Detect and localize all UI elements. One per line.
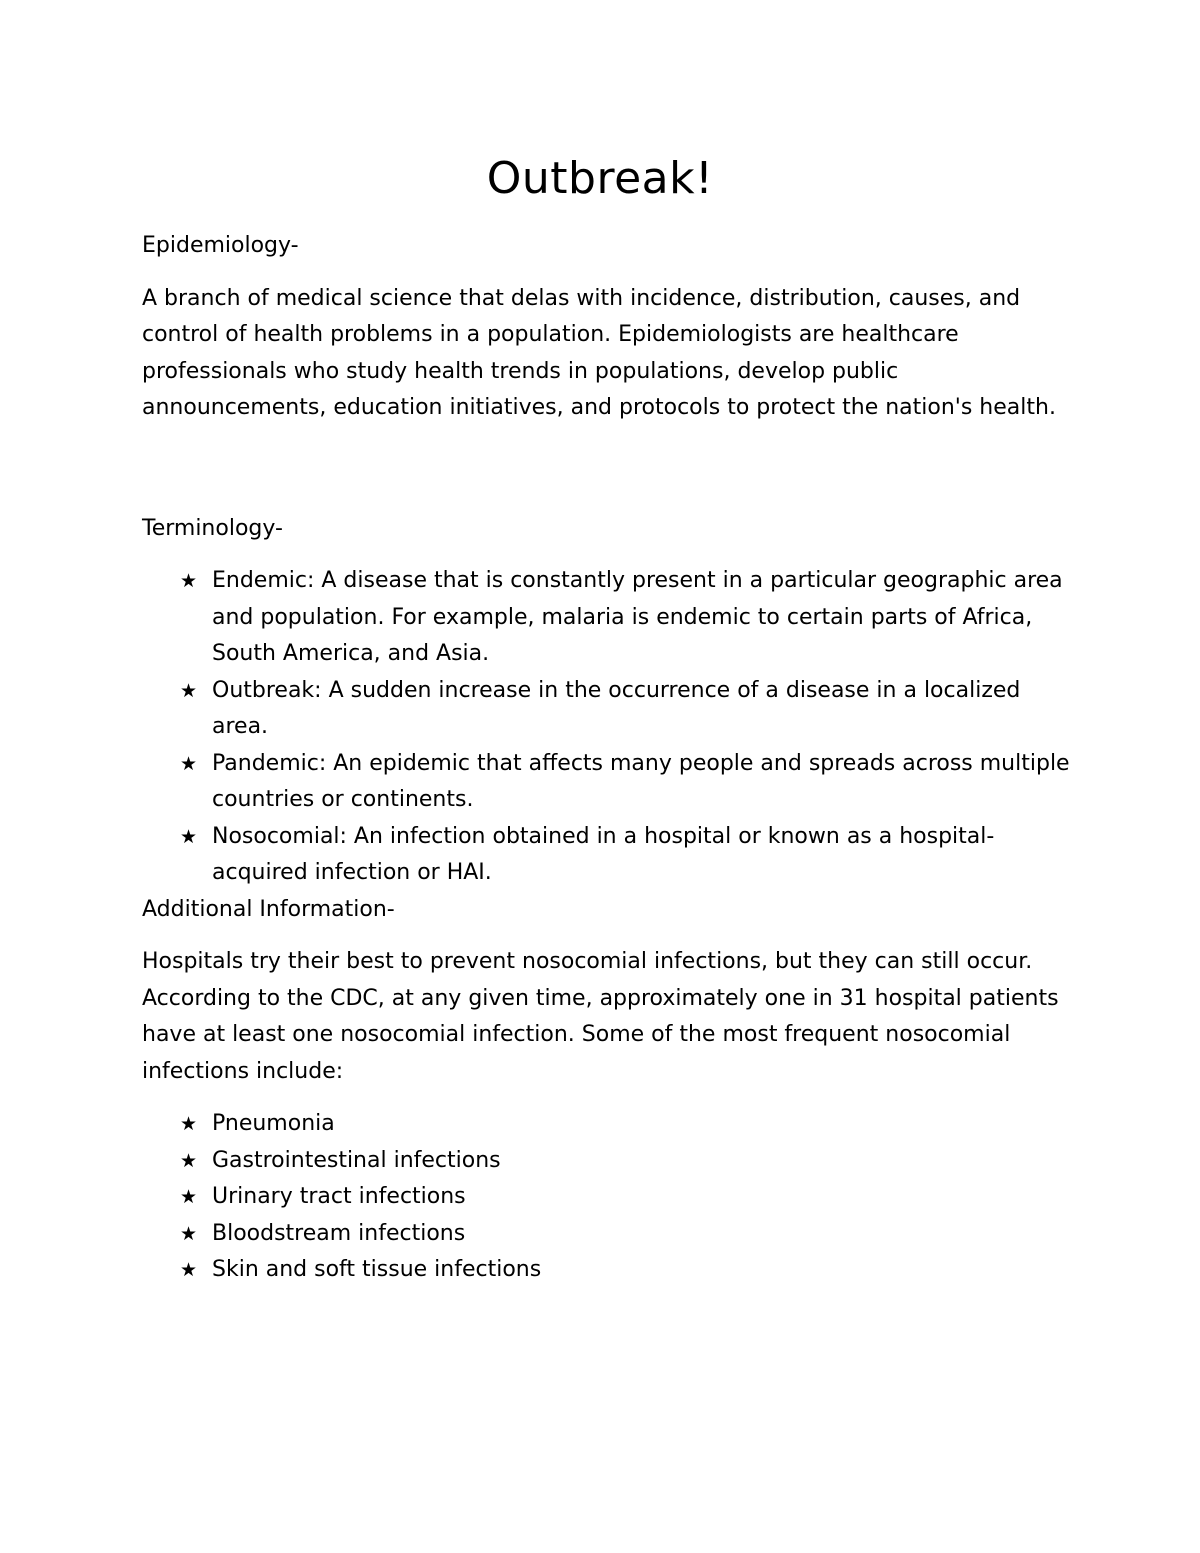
star-icon: ★: [180, 570, 198, 592]
list-item: [142, 563, 1072, 673]
epidemiology-heading: Epidemiology-: [142, 233, 299, 258]
list-item-text: Endemic: A disease that is constantly present in a particular geographic area and population. For example, malaria is endemic to certain parts of Africa, South America, and Asia.: [212, 568, 1063, 666]
list-item: [142, 746, 1072, 819]
infection-list: [142, 1106, 1072, 1289]
terminology-list: [142, 563, 1072, 892]
list-item: [142, 819, 1072, 892]
star-icon: ★: [180, 1222, 198, 1245]
star-icon: ★: [180, 1149, 198, 1172]
page-title: Outbreak!: [486, 153, 714, 204]
star-icon: ★: [180, 1186, 198, 1208]
document-body: [142, 228, 1072, 1289]
epidemiology-paragraph: A branch of medical science that delas with incidence, distribution, causes, and control of health problems in a population. Epidemiologists are healthcare professionals who study health trends in populations, develop public announcements, education initiatives, and protocols to protect the nation's health.: [142, 285, 1056, 420]
list-item-text: Urinary tract infections: [212, 1184, 466, 1209]
additional-info-paragraph: Hospitals try their best to prevent nosocomial infections, but they can still occur. According to the CDC, at any given time, approximately one in 31 hospital patients have at least one nosocomial infection. Some of the most frequent nosocomial infections include:: [142, 949, 1059, 1084]
list-item-text: Pneumonia: [212, 1111, 335, 1136]
terminology-heading: Terminology-: [142, 515, 283, 541]
star-icon: ★: [180, 752, 198, 775]
star-icon: ★: [180, 1113, 198, 1135]
list-item: [142, 673, 1072, 746]
star-icon: ★: [180, 825, 198, 848]
list-item-text: Outbreak: A sudden increase in the occurrence of a disease in a localized area.: [212, 677, 1021, 739]
list-item-text: Gastrointestinal infections: [212, 1147, 501, 1173]
list-item-text: Pandemic: An epidemic that affects many people and spreads across multiple countries or continents.: [212, 750, 1070, 812]
list-item-text: Nosocomial: An infection obtained in a hospital or known as a hospital-acquired infection or HAI.: [212, 823, 995, 885]
list-item-text: Skin and soft tissue infections: [212, 1257, 542, 1282]
list-item: [142, 1143, 1072, 1180]
list-item: [142, 1216, 1072, 1253]
star-icon: ★: [180, 1259, 198, 1281]
list-item-text: Bloodstream infections: [212, 1220, 466, 1246]
list-item: [142, 1179, 1072, 1216]
list-item: [142, 1252, 1072, 1289]
star-icon: ★: [180, 679, 198, 702]
list-item: [142, 1106, 1072, 1143]
additional-info-heading: Additional Information-: [142, 896, 395, 922]
